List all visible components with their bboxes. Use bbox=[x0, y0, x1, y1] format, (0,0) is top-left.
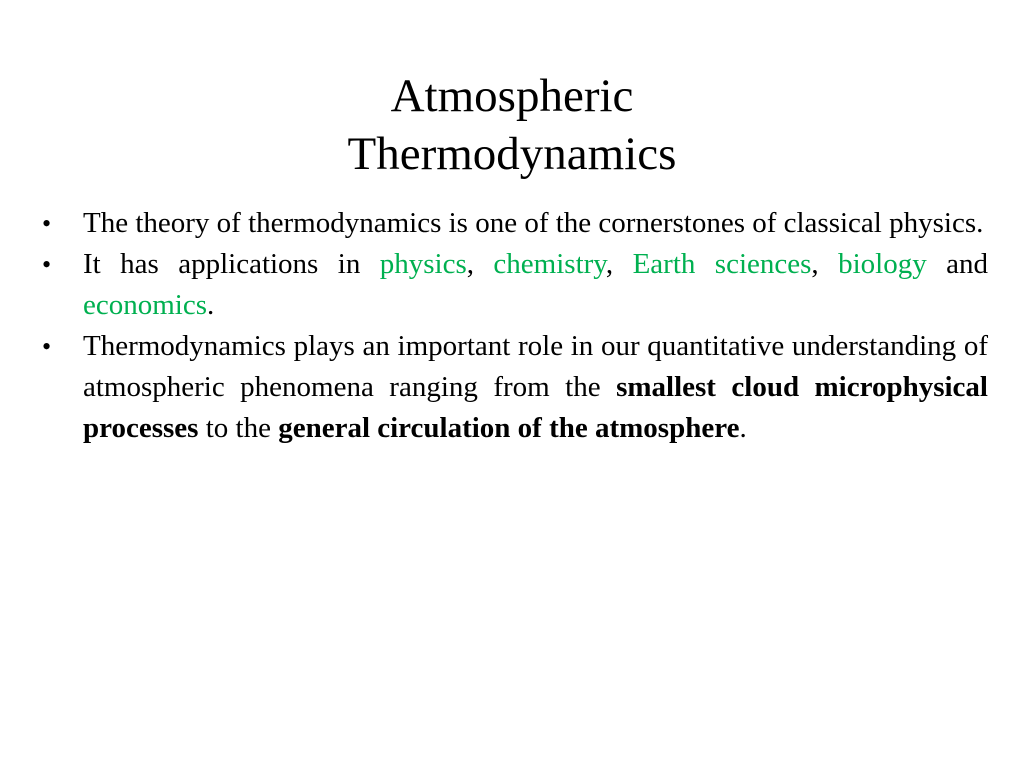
term-chemistry: chemistry bbox=[493, 248, 606, 280]
bullet-item-2 bbox=[40, 244, 988, 326]
sentence-end: . bbox=[739, 412, 747, 444]
bullet-marker: • bbox=[42, 250, 52, 279]
bullet-marker: • bbox=[42, 332, 52, 361]
bullet-text: The theory of thermodynamics is one of the cornerstones of classical physics. bbox=[83, 207, 984, 239]
bold-phrase-cloud-processes: smallest cloud microphysical processes bbox=[83, 371, 988, 444]
term-biology: biology bbox=[838, 248, 927, 280]
bold-phrase-general-circulation: general circulation of the atmosphere bbox=[278, 412, 740, 444]
bullet-text-mid: to the bbox=[198, 412, 279, 444]
bullet-marker: • bbox=[42, 209, 52, 238]
slide-title bbox=[0, 67, 1024, 183]
separator: , bbox=[811, 248, 839, 280]
term-earth-sciences: Earth sciences bbox=[632, 248, 812, 280]
bullet-text-lead: Thermodynamics plays an important role in our quantitative understanding of atmospheric phenomena ranging from the bbox=[83, 330, 988, 403]
separator: , bbox=[605, 248, 633, 280]
title-line-1: Atmospheric bbox=[390, 70, 634, 123]
bullet-text-lead: It has applications in bbox=[83, 248, 380, 280]
title-line-2: Thermodynamics bbox=[347, 128, 677, 181]
conjunction: and bbox=[926, 248, 989, 280]
bullet-list bbox=[40, 203, 988, 449]
separator: , bbox=[466, 248, 494, 280]
term-economics: economics bbox=[83, 289, 208, 321]
bullet-item-1 bbox=[40, 203, 988, 244]
bullet-item-3 bbox=[40, 326, 988, 449]
sentence-end: . bbox=[207, 289, 215, 321]
term-physics: physics bbox=[379, 248, 467, 280]
